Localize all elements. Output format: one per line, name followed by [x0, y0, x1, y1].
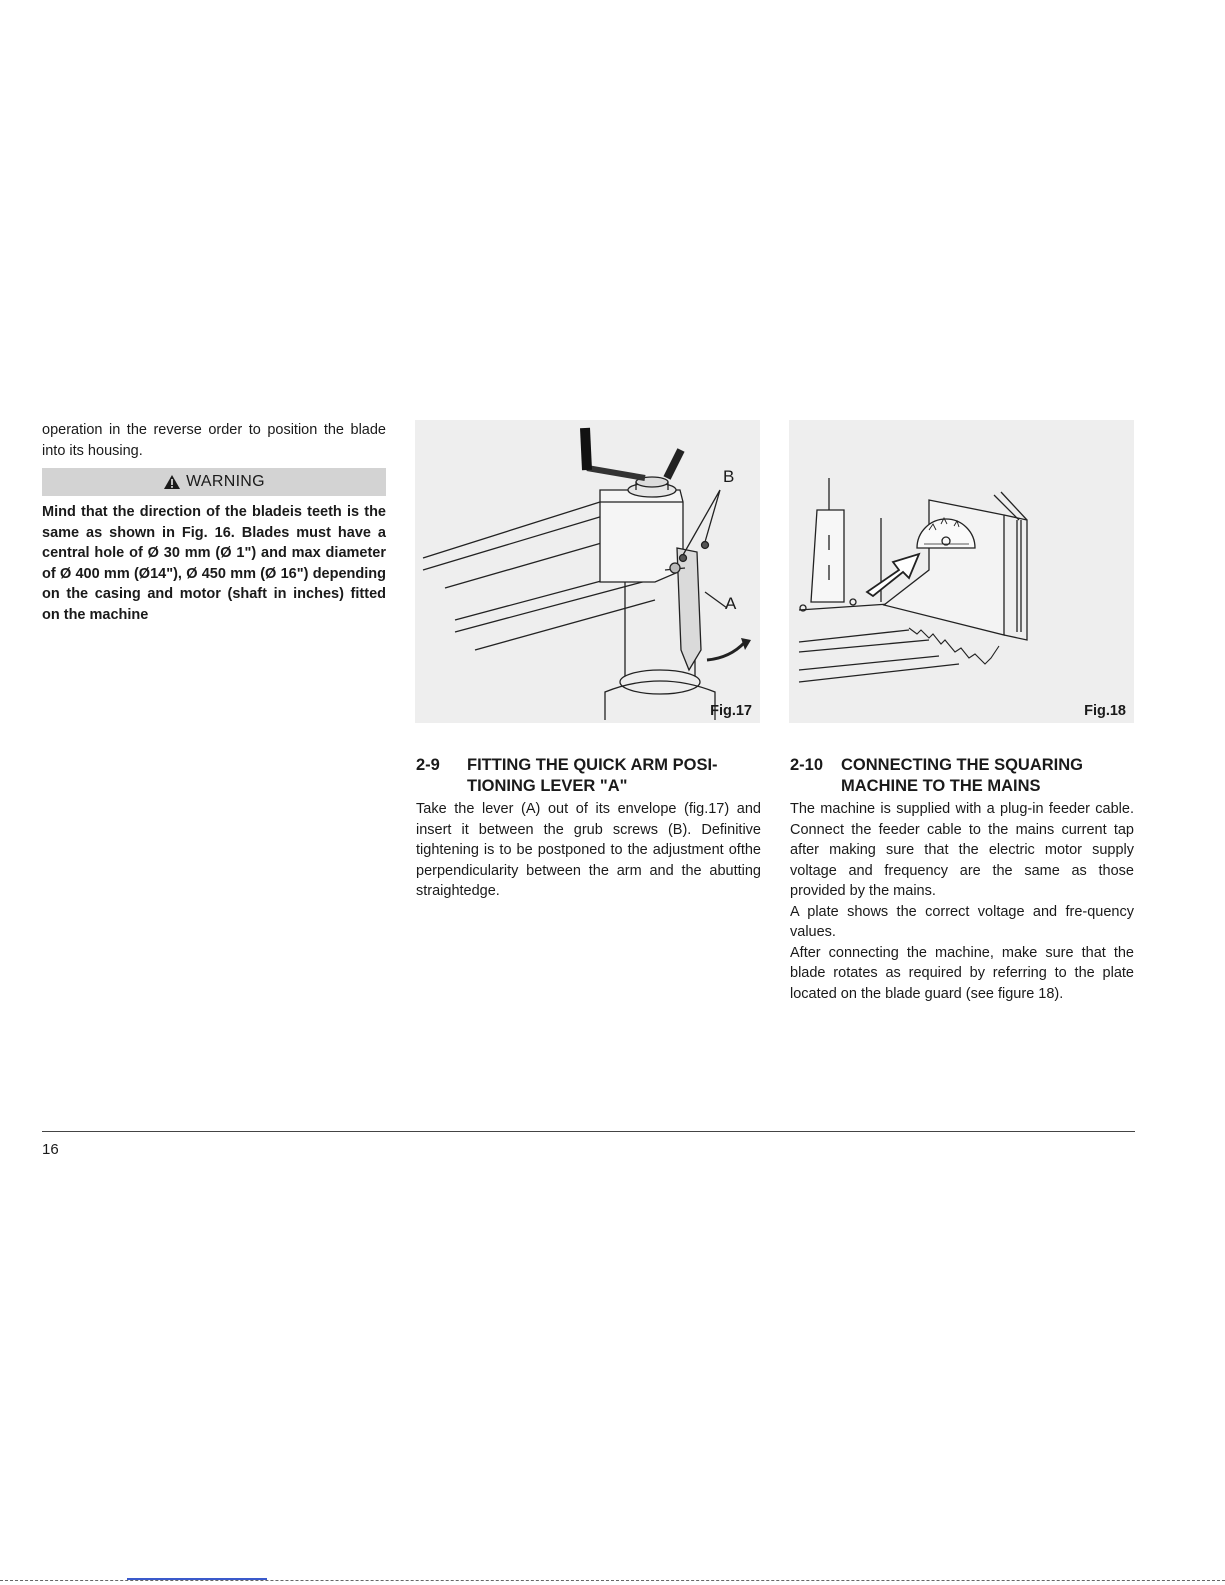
section-2-10-heading — [790, 755, 1134, 797]
warning-text: Mind that the direction of the bladeis teeth is the same as shown in Fig. 16. Blades must have a central hole of Ø 30 mm (Ø 1") and max diameter of Ø 400 mm (Ø14"), Ø 450 mm (Ø 16") depending on the casing and motor (shaft in inches) fitted on the machine — [42, 504, 386, 623]
warning-triangle-icon — [163, 474, 181, 490]
section-title: CONNECTING THE SQUARING MACHINE TO THE MAINS — [841, 756, 1084, 795]
section-2-9 — [416, 755, 761, 902]
left-column — [42, 420, 386, 625]
section-2-9-body: Take the lever (A) out of its envelope (fig.17) and insert it between the grub screws (B). Definitive tightening is to be postponed to the adjustment ofthe perpendicularity between the arm and the abutting straightedge. — [416, 801, 761, 899]
section-2-10-paragraph: The machine is supplied with a plug-in feeder cable. Connect the feeder cable to the mains current tap after making sure that the electric motor supply voltage and frequency are the same as those provided by the mains. — [790, 801, 1134, 899]
section-number: 2-10 — [790, 756, 824, 774]
figure-18 — [789, 420, 1134, 723]
figure-17 — [415, 420, 760, 723]
section-2-10-paragraph: After connecting the machine, make sure that the blade rotates as required by referring to the plate located on the blade guard (see figure 18). — [790, 944, 1134, 1002]
callout-a: A — [725, 594, 737, 613]
page-number: 16 — [42, 1141, 59, 1158]
scan-mark — [127, 1578, 267, 1580]
blade-guard-plate-illustration — [789, 420, 1134, 723]
section-2-9-heading — [416, 755, 761, 797]
figure-18-caption: Fig.18 — [1084, 703, 1126, 719]
callout-b: B — [723, 467, 735, 486]
intro-paragraph: operation in the reverse order to position the blade into its housing. — [42, 422, 386, 459]
scan-edge-line — [0, 1580, 1225, 1581]
warning-banner — [42, 468, 386, 496]
figure-17-caption: Fig.17 — [710, 703, 752, 719]
section-2-10 — [790, 755, 1134, 1004]
radial-arm-lever-illustration — [415, 420, 760, 723]
section-title: FITTING THE QUICK ARM POSI-TIONING LEVER "A" — [467, 756, 718, 795]
section-number: 2-9 — [416, 756, 440, 774]
footer-divider — [42, 1131, 1135, 1132]
warning-label: WARNING — [186, 472, 265, 490]
section-2-10-paragraph: A plate shows the correct voltage and fre-quency values. — [790, 903, 1134, 940]
